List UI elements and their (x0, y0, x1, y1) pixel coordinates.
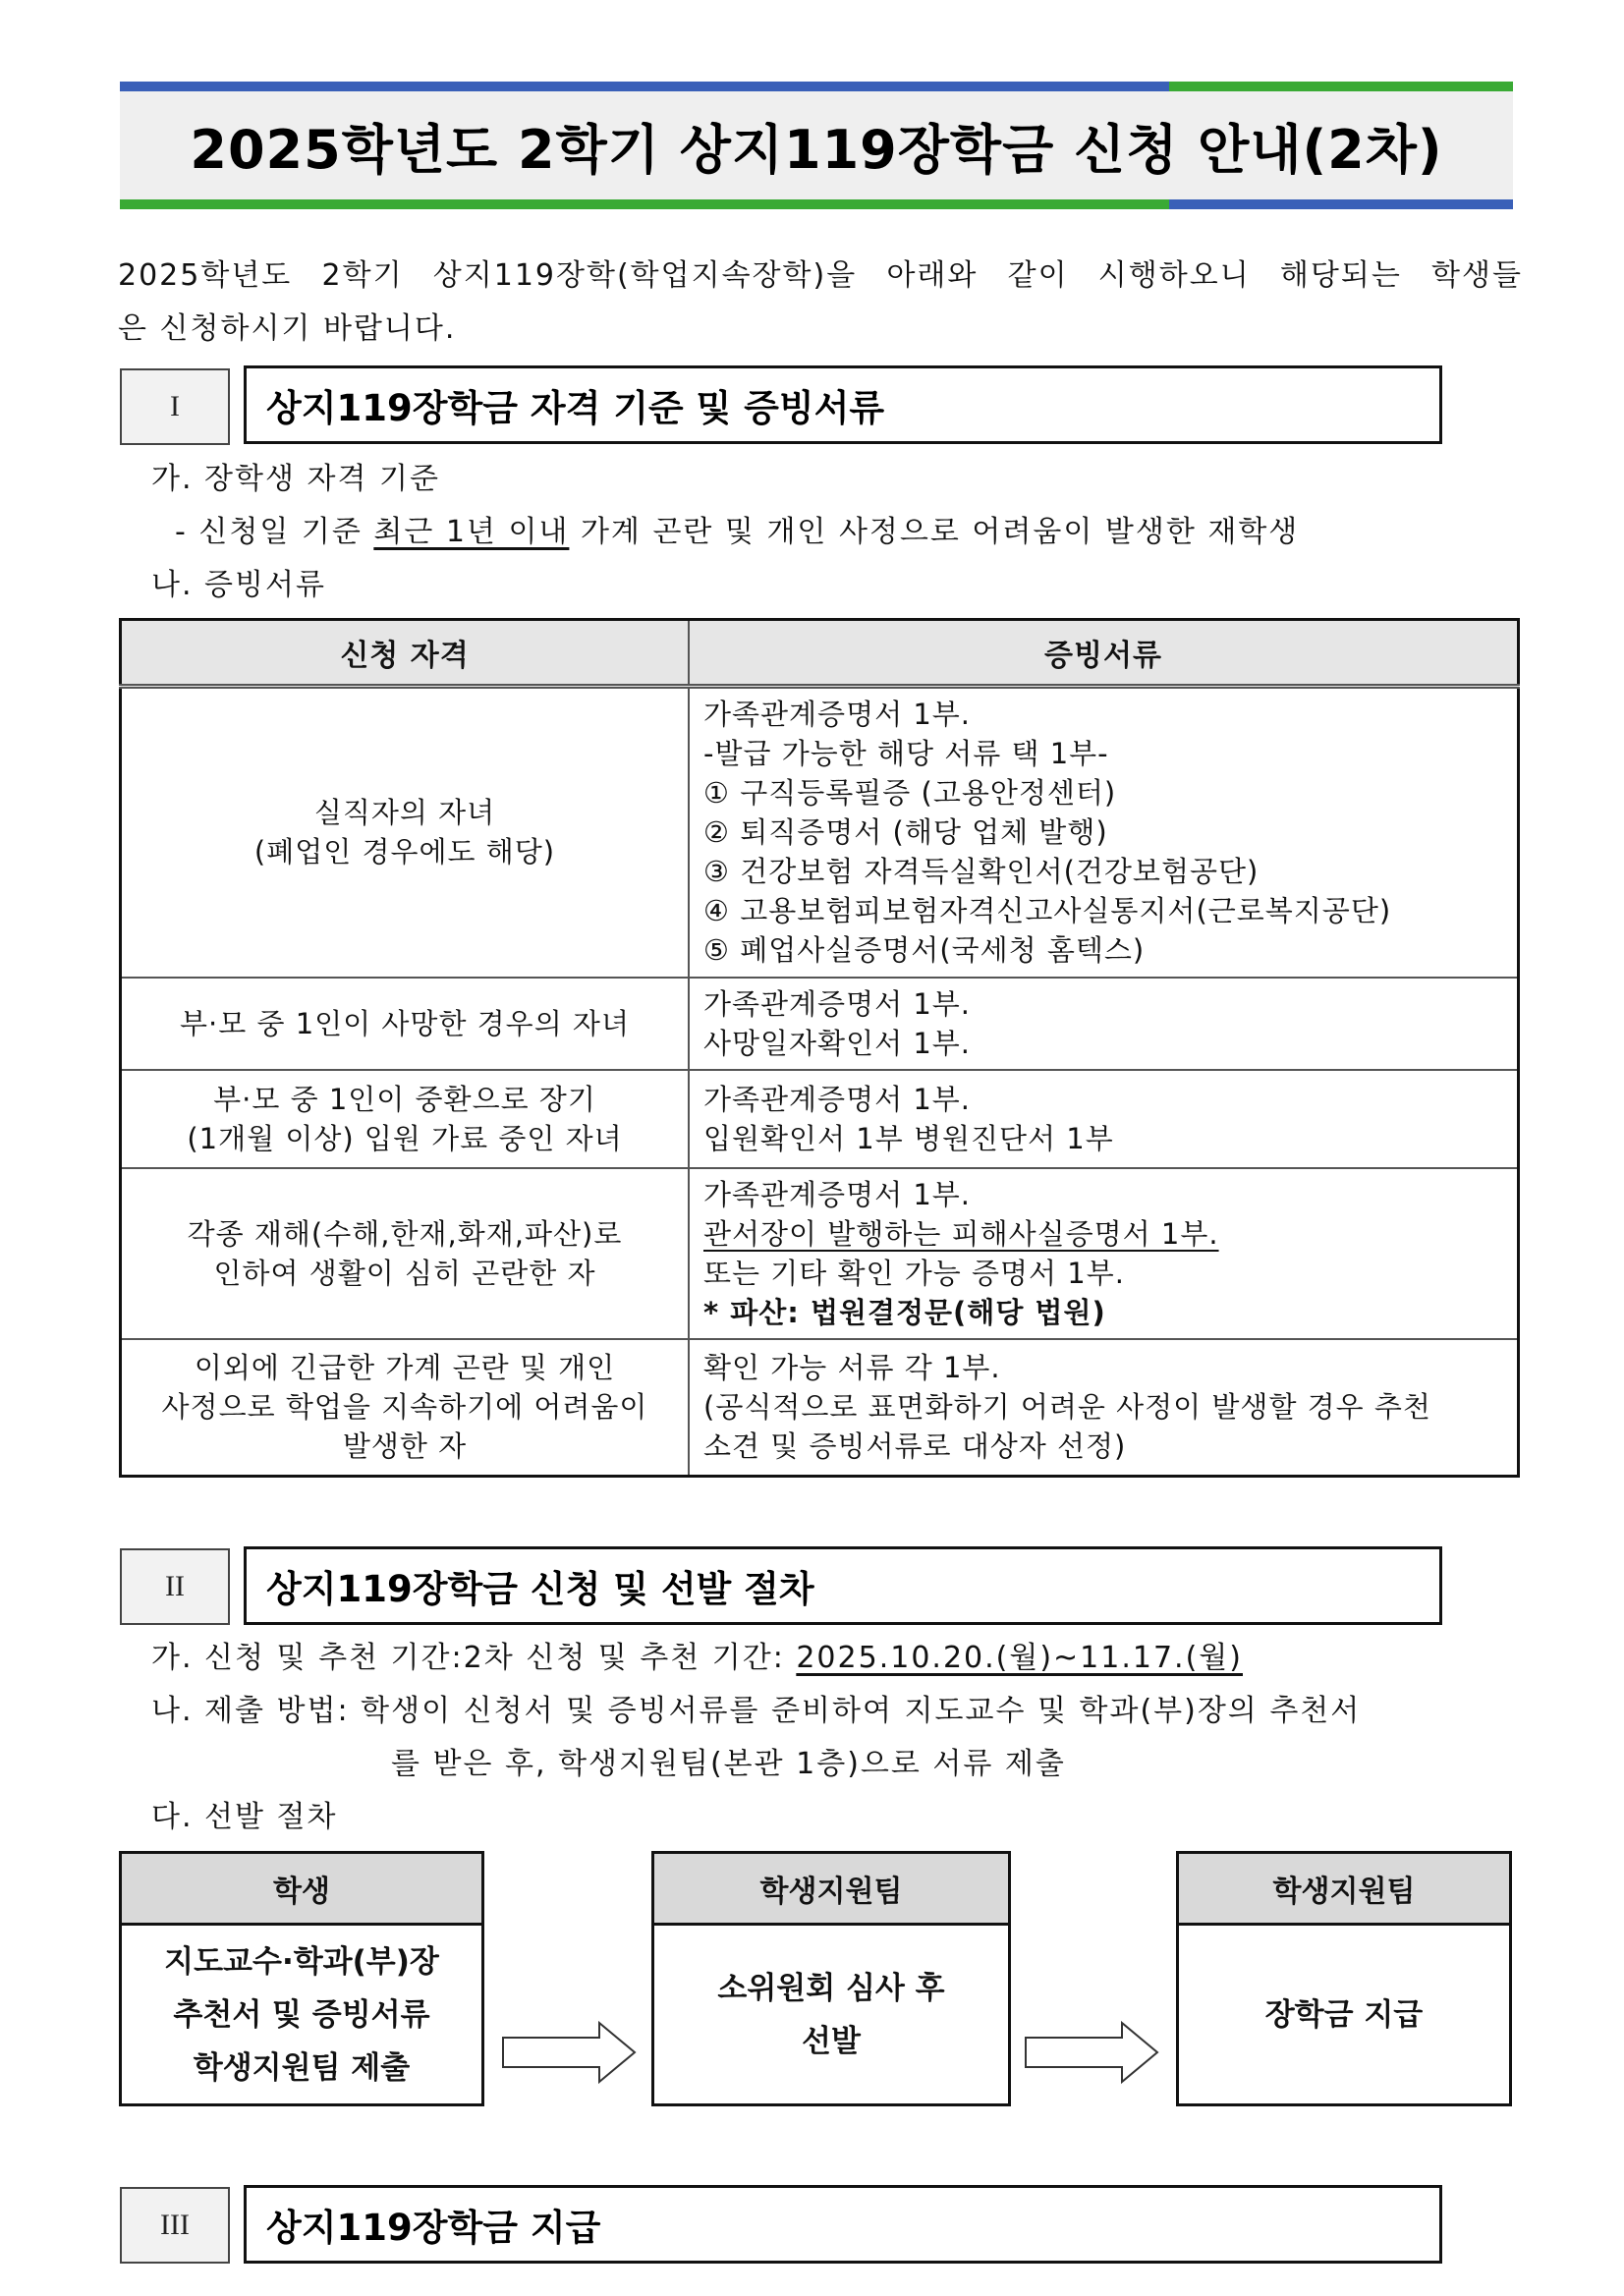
eligibility-table (119, 618, 1520, 1478)
docs-cell (689, 687, 1519, 978)
criteria-post: 가계 곤란 및 개인 사정으로 어려움이 발생한 재학생 (569, 515, 1300, 549)
doc-line: 가족관계증명서 1부. (703, 1082, 971, 1116)
doc-line: ③ 건강보험 자격득실확인서(건강보험공단) (703, 855, 1260, 889)
intro-line-1: 2025학년도 2학기 상지119장학(학업지속장학)을 아래와 같이 시행하오니 해당되는 학생들 (118, 258, 1523, 293)
flow-step-1-body (122, 1926, 481, 2103)
section-3-number (120, 2187, 230, 2264)
qual-cell (121, 1168, 690, 1339)
docs-cell (689, 1339, 1519, 1477)
doc-line: ② 퇴직증명서 (해당 업체 발행) (703, 815, 1108, 850)
table-header-row (121, 620, 1519, 687)
qual-line: 부·모 중 1인이 중환으로 장기 (213, 1082, 596, 1116)
flow-step-2 (651, 1851, 1011, 2106)
section-2-item-da: 다. 선발 절차 (151, 1800, 338, 1834)
flow-arrow-right-icon (501, 2020, 639, 2085)
title-top-bar-green (1169, 82, 1513, 91)
flow-body-line: 장학금 지급 (1264, 1996, 1424, 2033)
section-1-number (120, 368, 230, 445)
doc-line: 관서장이 발행하는 피해사실증명서 1부. (703, 1216, 1219, 1251)
doc-line: 또는 기타 확인 가능 증명서 1부. (703, 1256, 1125, 1290)
qual-line: 실직자의 자녀 (313, 796, 496, 830)
flow-arrow-right-icon (1024, 2020, 1161, 2085)
section-1-num-text: I (170, 390, 180, 422)
flow-body-line: 학생지원팀 제출 (193, 2049, 411, 2086)
docs-cell (689, 1070, 1519, 1168)
title-bottom-bar-blue (1169, 199, 1513, 209)
section-3-title: 상지119장학금 지급 (266, 2207, 601, 2249)
qual-line: 이외에 긴급한 가계 곤란 및 개인 (194, 1351, 616, 1385)
docs-cell (689, 978, 1519, 1070)
flow-body-line: 소위원회 심사 후 (717, 1970, 945, 2006)
doc-line: 가족관계증명서 1부. (703, 698, 971, 732)
title-bottom-bar-green (120, 199, 1169, 209)
flow-step-3 (1176, 1851, 1512, 2106)
doc-line: 입원확인서 1부 병원진단서 1부 (703, 1121, 1114, 1155)
section-2-item-ga (151, 1633, 1243, 1676)
section-1-title: 상지119장학금 자격 기준 및 증빙서류 (266, 387, 885, 429)
qual-line: 부·모 중 1인이 사망한 경우의 자녀 (180, 1006, 630, 1040)
flow-step-3-head: 학생지원팀 (1179, 1854, 1509, 1926)
flow-step-1 (119, 1851, 484, 2106)
header-qualification: 신청 자격 (121, 620, 690, 687)
doc-line: 소견 및 증빙서류로 대상자 선정) (703, 1429, 1127, 1464)
section-2-item-na-1: 나. 제출 방법: 학생이 신청서 및 증빙서류를 준비하여 지도교수 및 학과(부)장의 추천서 (151, 1694, 1362, 1728)
section-2-number (120, 1548, 230, 1625)
table-row (121, 978, 1519, 1070)
section-1-item-ga: 가. 장학생 자격 기준 (151, 462, 440, 496)
section-3-title-box (244, 2185, 1442, 2264)
section-1-title-box (244, 365, 1442, 444)
section-2-title-box (244, 1546, 1442, 1625)
section-3-num-text: III (160, 2209, 190, 2241)
table-row (121, 1070, 1519, 1168)
doc-line: ⑤ 폐업사실증명서(국세청 홈텍스) (703, 933, 1146, 968)
doc-line: * 파산: 법원결정문(해당 법원) (703, 1295, 1106, 1329)
apply-period-label: 가. 신청 및 추천 기간:2차 신청 및 추천 기간: (151, 1641, 797, 1675)
flow-step-3-body (1179, 1926, 1509, 2103)
doc-line: -발급 가능한 해당 서류 택 1부- (703, 737, 1109, 771)
flow-step-2-body (654, 1926, 1008, 2103)
doc-line: ④ 고용보험피보험자격신고사실통지서(근로복지공단) (703, 894, 1392, 928)
qual-line: 각종 재해(수해,한재,화재,파산)로 (187, 1216, 623, 1251)
doc-line: 확인 가능 서류 각 1부. (703, 1351, 1001, 1385)
qual-cell (121, 1070, 690, 1168)
docs-cell (689, 1168, 1519, 1339)
doc-line: (공식적으로 표면화하기 어려운 사정이 발생할 경우 추천 (703, 1390, 1431, 1425)
doc-line: ① 구직등록필증 (고용안정센터) (703, 776, 1117, 811)
doc-line: 사망일자확인서 1부. (703, 1026, 971, 1060)
flow-body-line: 추천서 및 증빙서류 (173, 1996, 430, 2033)
table-row (121, 1339, 1519, 1477)
table-row (121, 1168, 1519, 1339)
qual-line: (1개월 이상) 입원 가료 중인 자녀 (187, 1121, 623, 1155)
qual-cell (121, 978, 690, 1070)
flow-step-1-head: 학생 (122, 1854, 481, 1926)
criteria-underline: 최근 1년 이내 (373, 515, 570, 549)
section-2-title: 상지119장학금 신청 및 선발 절차 (266, 1568, 814, 1610)
intro-line-2: 은 신청하시기 바랍니다. (118, 311, 457, 346)
qual-cell (121, 1339, 690, 1477)
header-documents: 증빙서류 (689, 620, 1519, 687)
criteria-pre: - 신청일 기준 (175, 515, 374, 549)
qual-line: 인하여 생활이 심히 곤란한 자 (213, 1256, 596, 1290)
qual-line: 발생한 자 (342, 1429, 468, 1464)
doc-line: 가족관계증명서 1부. (703, 986, 971, 1021)
flow-body-line: 지도교수·학과(부)장 (164, 1943, 439, 1980)
doc-line: 가족관계증명서 1부. (703, 1177, 971, 1211)
section-2-num-text: II (165, 1570, 185, 1602)
qual-line: 사정으로 학업을 지속하기에 어려움이 (161, 1390, 648, 1425)
page-title: 2025학년도 2학기 상지119장학금 신청 안내(2차) (190, 118, 1443, 181)
flow-body-line: 선발 (802, 2023, 861, 2059)
section-1-item-na: 나. 증빙서류 (151, 568, 326, 602)
title-banner (120, 91, 1513, 199)
table-row (121, 687, 1519, 978)
qual-line: (폐업인 경우에도 해당) (253, 835, 556, 869)
section-1-criteria (175, 507, 1299, 550)
intro-paragraph (118, 250, 1523, 356)
apply-period-date: 2025.10.20.(월)~11.17.(월) (796, 1641, 1243, 1675)
flow-step-2-head: 학생지원팀 (654, 1854, 1008, 1926)
section-2-item-na-2: 를 받은 후, 학생지원팀(본관 1층)으로 서류 제출 (391, 1747, 1066, 1781)
title-top-bar-blue (120, 82, 1169, 91)
qual-cell (121, 687, 690, 978)
